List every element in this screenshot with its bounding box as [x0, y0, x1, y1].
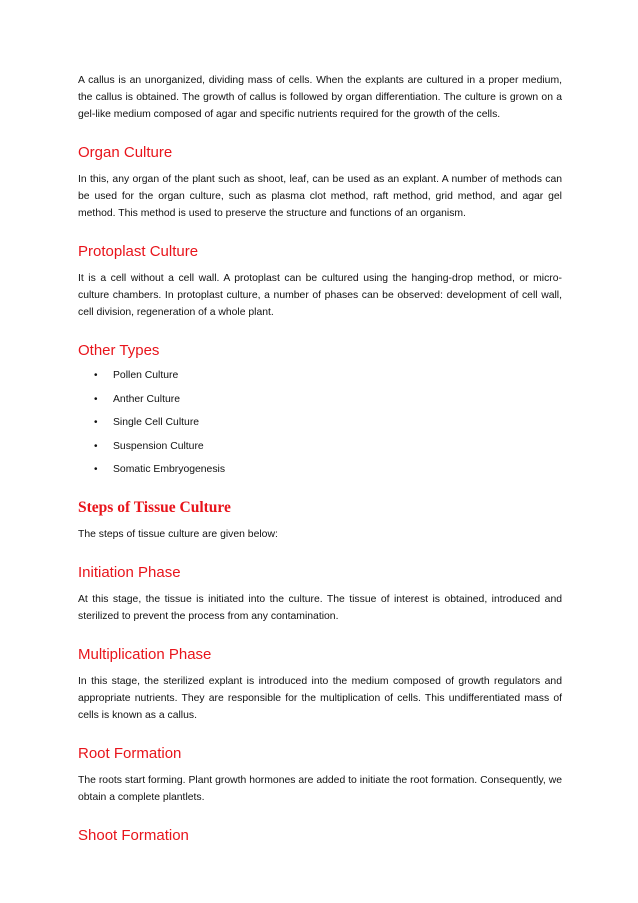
list-item-label: Pollen Culture [113, 370, 179, 381]
list-item-label: Anther Culture [113, 393, 180, 405]
other-types-list [78, 364, 562, 482]
list-item-label: Somatic Embryogenesis [113, 464, 226, 475]
bullet-icon: • [94, 417, 98, 428]
root-formation-heading: Root Formation [78, 744, 182, 762]
bullet-icon: • [94, 440, 98, 452]
list-item [78, 388, 562, 412]
initiation-phase-paragraph: At this stage, the tissue is initiated into the culture. The tissue of interest is obtained, introduced and sterilized to prevent the process from any contamination. [78, 593, 562, 622]
list-item [78, 435, 562, 459]
bullet-icon: • [94, 370, 98, 381]
root-formation-paragraph: The roots start forming. Plant growth hormones are added to initiate the root formation. Consequently, we obtain a complete plantlets. [78, 774, 562, 803]
document-page [78, 72, 562, 845]
bullet-icon: • [94, 464, 98, 475]
list-item [78, 411, 562, 435]
multiplication-phase-paragraph: In this stage, the sterilized explant is introduced into the medium composed of growth regulators and appropriate nutrients. They are responsible for the multiplication of cells. This undifferentiated mass of cells is known as a callus. [78, 675, 562, 721]
list-item-label: Suspension Culture [113, 440, 204, 452]
list-item-label: Single Cell Culture [113, 417, 200, 428]
protoplast-culture-paragraph: It is a cell without a cell wall. A protoplast can be cultured using the hanging-drop method, or micro-culture chambers. In protoplast culture, a number of phases can be observed: development of cell wall, cell division, regeneration of a whole plant. [78, 273, 562, 318]
steps-paragraph: The steps of tissue culture are given below: [78, 528, 278, 540]
multiplication-phase-heading: Multiplication Phase [78, 645, 212, 663]
shoot-formation-heading: Shoot Formation [78, 826, 189, 844]
organ-culture-paragraph: In this, any organ of the plant such as shoot, leaf, can be used as an explant. A number of methods can be used for the organ culture, such as plasma clot method, raft method, grid method, and agar gel method. This method is used to preserve the structure and functions of an organism. [78, 174, 562, 219]
intro-paragraph: A callus is an unorganized, dividing mass of cells. When the explants are cultured in a proper medium, the callus is obtained. The growth of callus is followed by organ differentiation. The culture is grown on a gel-like medium composed of agar and specific nutrients required for the growth of the cells. [78, 75, 562, 120]
steps-heading: Steps of Tissue Culture [78, 498, 231, 516]
bullet-icon: • [94, 393, 98, 405]
protoplast-culture-heading: Protoplast Culture [78, 243, 199, 260]
other-types-heading: Other Types [78, 342, 160, 359]
list-item [78, 364, 562, 388]
initiation-phase-heading: Initiation Phase [78, 563, 181, 581]
organ-culture-heading: Organ Culture [78, 144, 173, 161]
list-item [78, 458, 562, 482]
